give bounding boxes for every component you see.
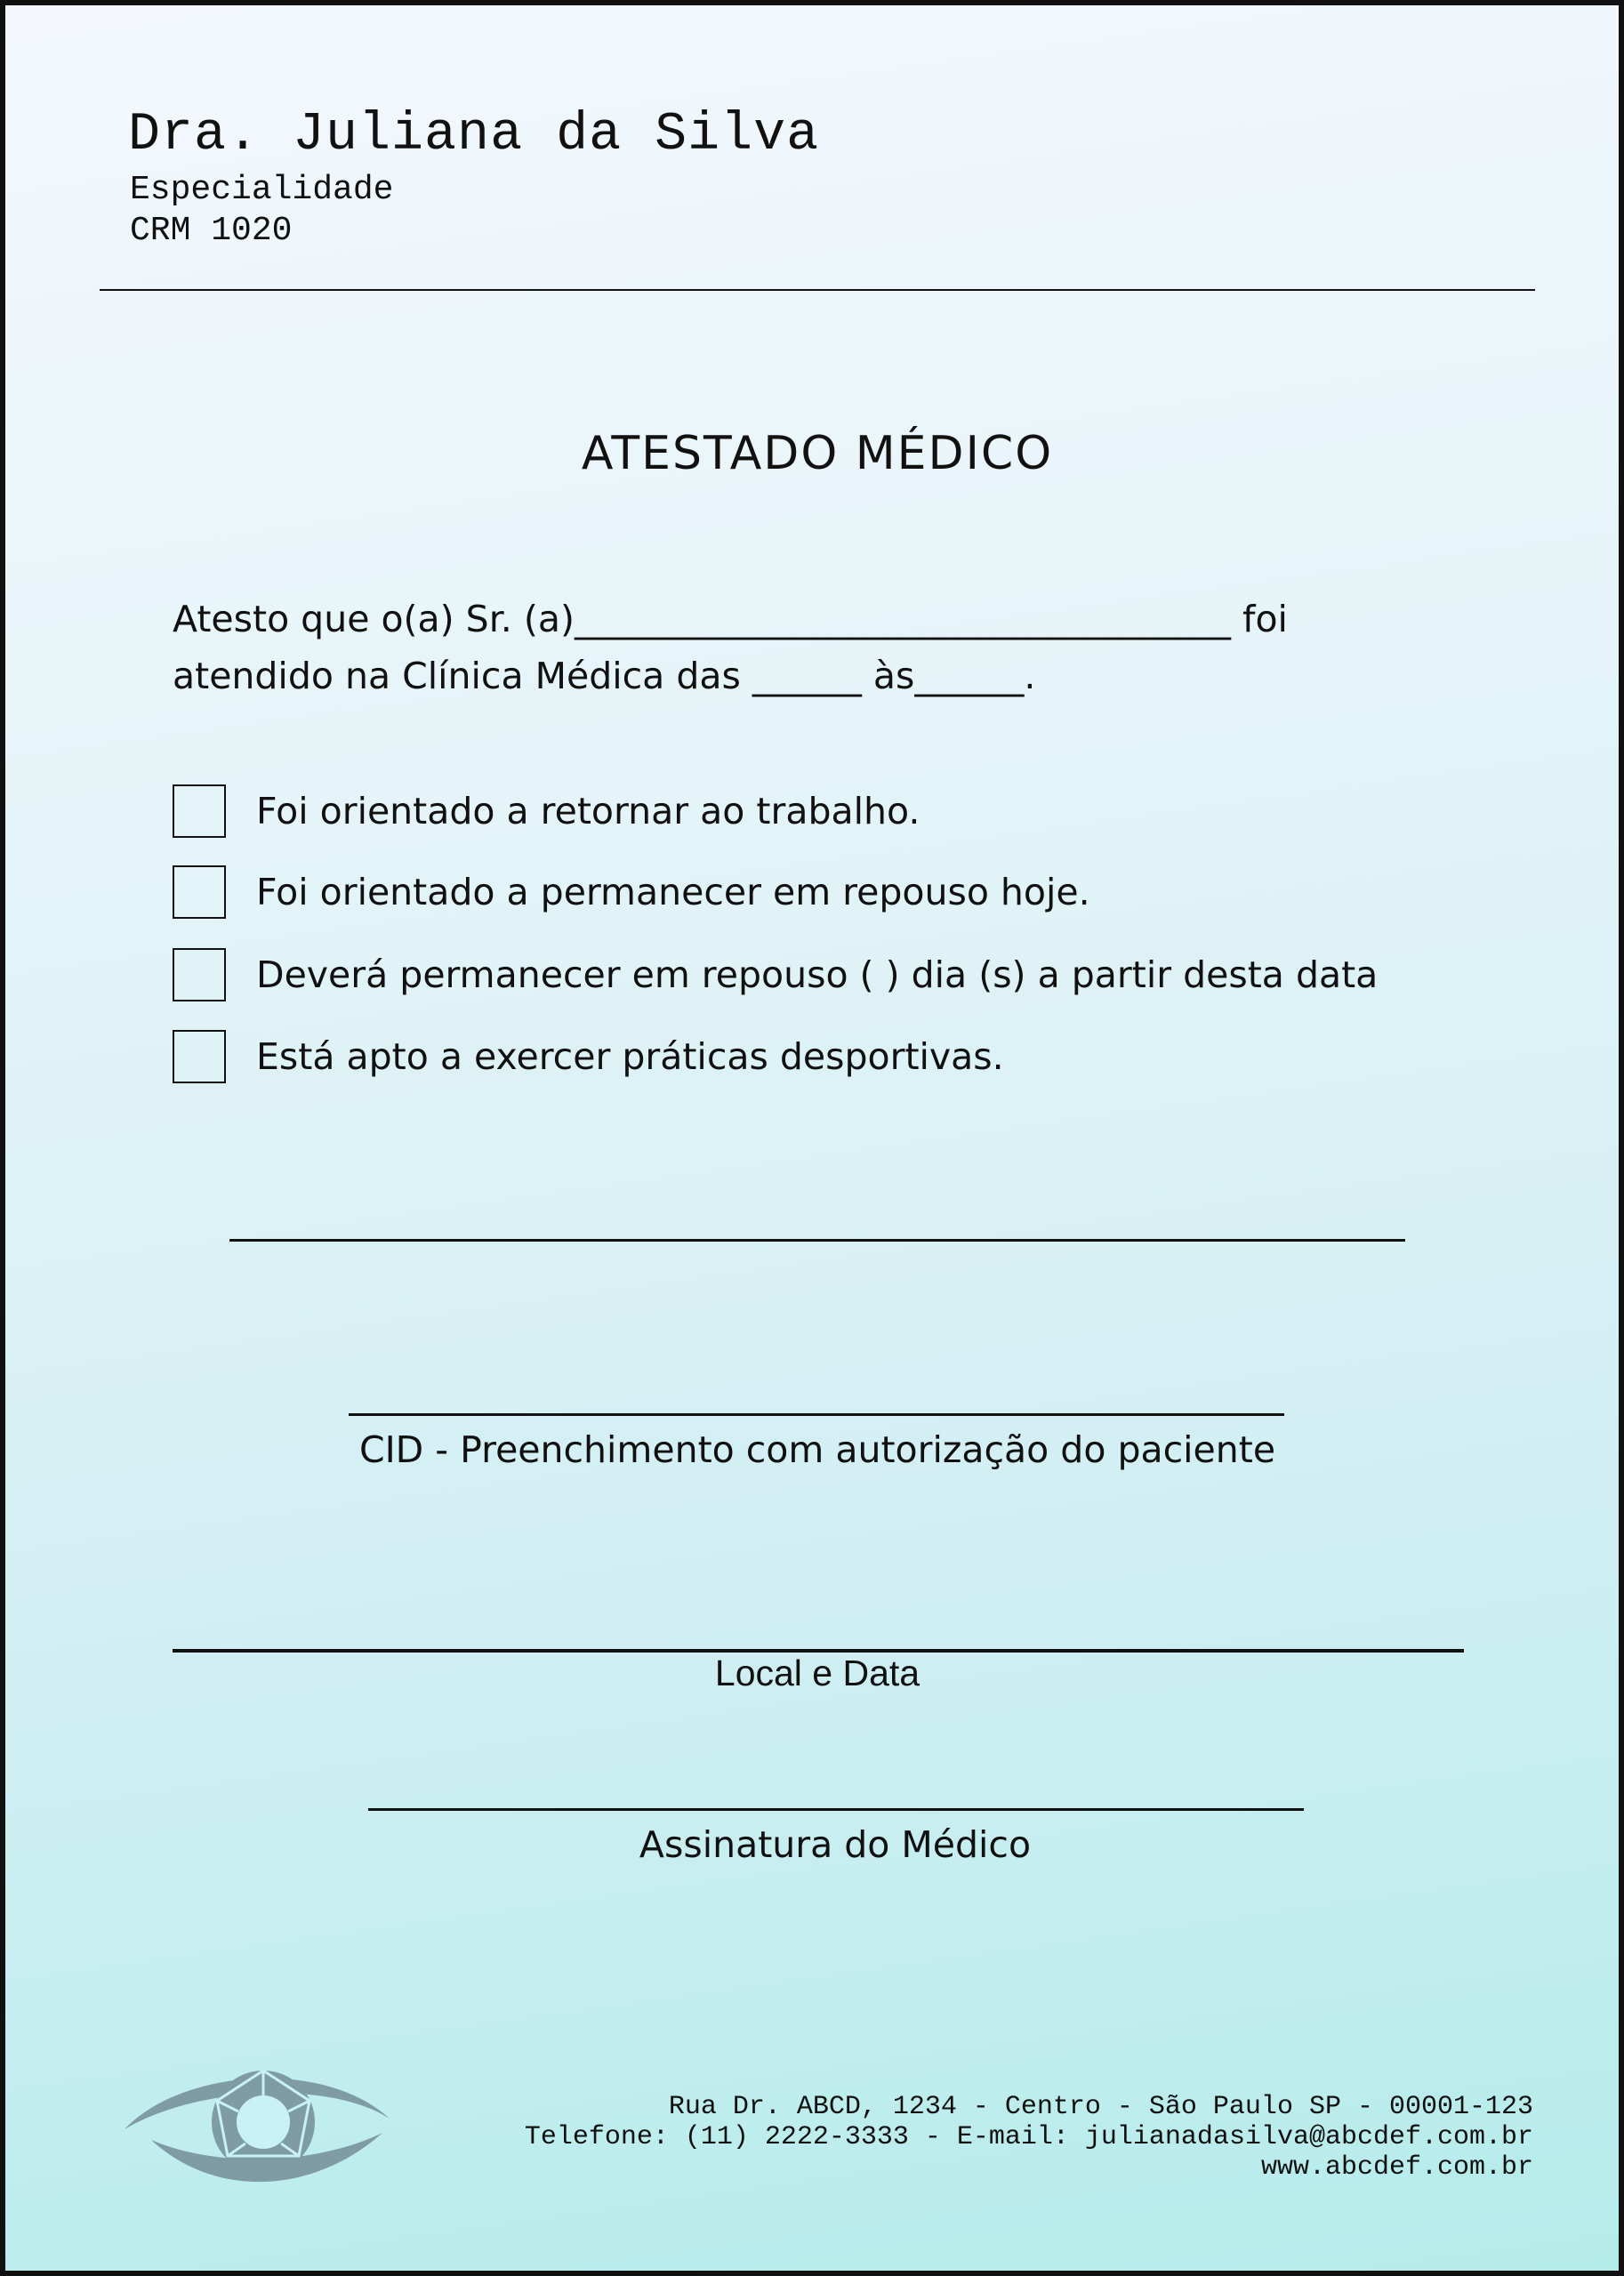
option-checkbox[interactable] [173,865,226,919]
doctor-specialty: Especialidade [130,171,394,209]
option-checkbox[interactable] [173,948,226,1001]
signature-label: Assinatura do Médico [639,1823,1032,1866]
option-label: Deverá permanecer em repouso ( ) dia (s) a partir desta data [256,953,1379,996]
footer-contact-line: Telefone: (11) 2222-3333 - E-mail: julianadasilva@abcdef.com.br [524,2122,1533,2152]
cid-label: CID - Preenchimento com autorização do paciente [358,1428,1276,1471]
option-return-to-work[interactable] [173,783,920,840]
option-label: Foi orientado a permanecer em repouso hoje. [256,871,1090,913]
signature-writing-line[interactable] [368,1808,1304,1811]
footer-website: www.abcdef.com.br [1260,2152,1533,2183]
attest-time-line: atendido na Clínica Médica das ______ às______. [173,655,1036,697]
footer-address: Rua Dr. ABCD, 1234 - Centro - São Paulo SP - 00001-123 [668,2092,1533,2122]
option-checkbox[interactable] [173,1030,226,1083]
cid-writing-line[interactable] [349,1413,1284,1416]
attest-patient-line: Atesto que o(a) Sr. (a)____________________________________ foi [173,598,1288,640]
footer-contact [525,2092,1533,2183]
doctor-name: Dra. Juliana da Silva [128,105,820,165]
option-label: Foi orientado a retornar ao trabalho. [256,790,921,832]
option-rest-today[interactable] [173,864,1090,921]
local-date-label: Local e Data [714,1653,921,1693]
eye-logo-icon [119,2051,395,2193]
blank-writing-line[interactable] [229,1239,1405,1242]
document-title: ATESTADO MÉDICO [581,427,1054,480]
doctor-crm: CRM 1020 [130,212,293,250]
option-fit-for-sports[interactable] [173,1028,1004,1085]
option-checkbox[interactable] [173,784,226,838]
option-label: Está apto a exercer práticas desportivas. [256,1035,1004,1078]
option-rest-days[interactable] [173,946,1378,1003]
header-divider [100,289,1535,291]
